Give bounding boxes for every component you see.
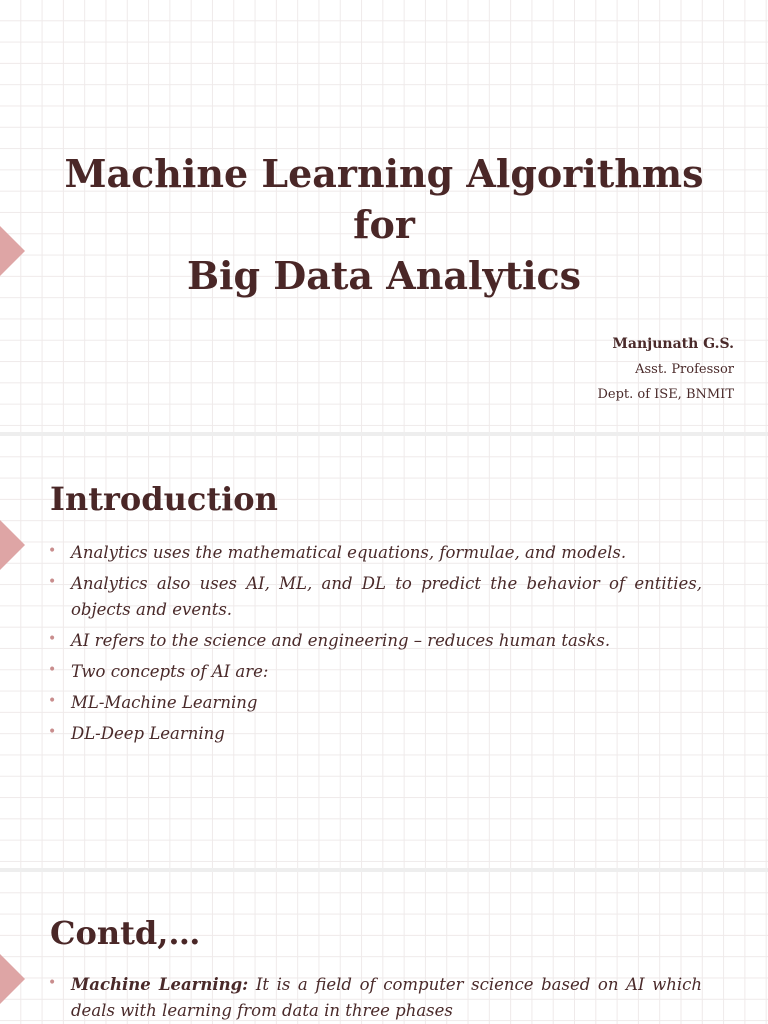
author-name: Manjunath G.S. <box>612 336 734 352</box>
title-line-1: Machine Learning Algorithms for <box>64 151 704 247</box>
bullet-text: ML-Machine Learning <box>71 693 258 712</box>
bullet-item <box>48 972 702 1024</box>
slide-accent-arrow <box>0 226 25 276</box>
slide-contd <box>0 872 768 1024</box>
slide-accent-arrow <box>0 954 25 1004</box>
bullet-icon: • <box>48 724 57 740</box>
slide-title <box>0 0 768 432</box>
bullet-item <box>48 540 702 566</box>
bullet-item <box>48 571 702 623</box>
slide-heading: Contd,… <box>50 914 201 952</box>
bullet-lead: Machine Learning: <box>71 975 249 994</box>
bullet-icon: • <box>48 574 57 590</box>
bullet-icon: • <box>48 543 57 559</box>
author-dept: Dept. of ISE, BNMIT <box>597 387 734 402</box>
bullet-icon: • <box>48 631 57 647</box>
presentation-title <box>40 148 728 301</box>
slide-heading: Introduction <box>50 480 278 518</box>
bullet-item <box>48 690 702 716</box>
slide-introduction <box>0 436 768 868</box>
bullet-icon: • <box>48 662 57 678</box>
title-line-2: Big Data Analytics <box>186 253 582 298</box>
bullet-text: DL-Deep Learning <box>71 724 225 743</box>
bullet-text: AI refers to the science and engineering – reduces human tasks. <box>71 631 611 650</box>
bullet-icon: • <box>48 693 57 709</box>
bullet-item <box>48 659 702 685</box>
slide-accent-arrow <box>0 520 25 570</box>
bullet-item <box>48 721 702 747</box>
bullet-list <box>48 540 702 752</box>
bullet-text: Two concepts of AI are: <box>71 662 269 681</box>
author-block <box>597 336 734 412</box>
bullet-item <box>48 628 702 654</box>
bullet-list <box>48 972 702 1024</box>
bullet-text: It is a field of computer science based on AI which deals with learning from data in three phases <box>71 975 702 1020</box>
author-role: Asst. Professor <box>635 362 734 377</box>
bullet-text: Analytics uses the mathematical equations, formulae, and models. <box>71 543 627 562</box>
bullet-icon: • <box>48 975 57 991</box>
bullet-text: Analytics also uses AI, ML, and DL to predict the behavior of entities, objects and events. <box>71 574 702 619</box>
